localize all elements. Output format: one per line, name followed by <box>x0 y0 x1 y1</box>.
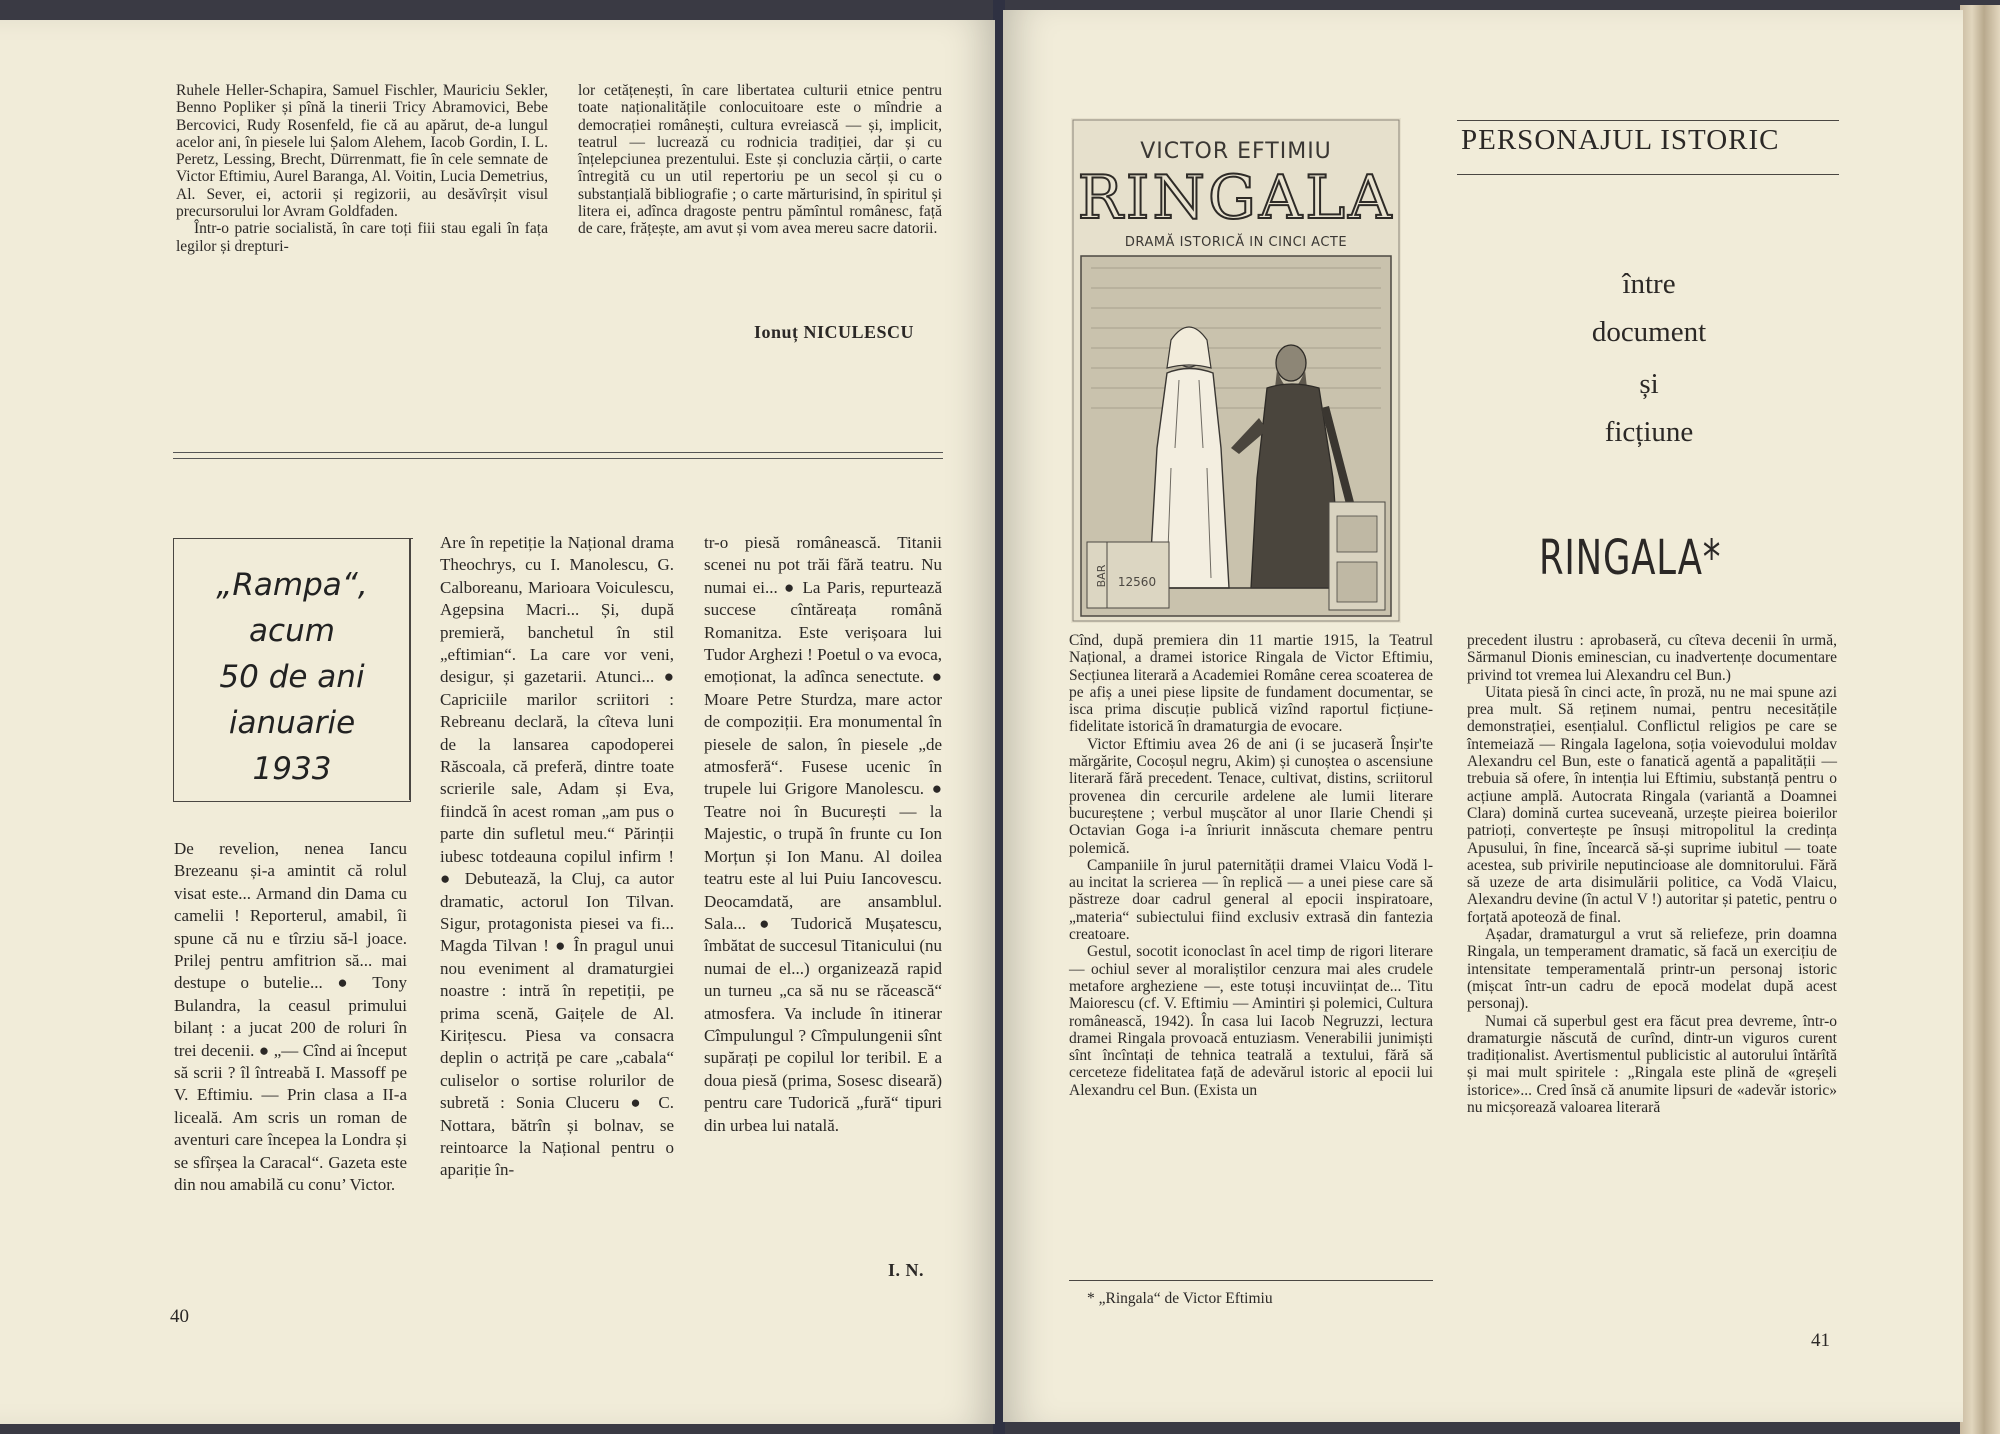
right-col1-para-1: Cînd, după premiera din 11 martie 1915, la Teatrul Național, a dramei istorice Ringala de Victor Eftimiu, Secțiunea literară a Academiei Române cerea scoaterea de pe afiș a unei piese lipsite de fundament documentar, se isca prima discuție publică vizînd raportul ficțiune-fidelitate istorică în dramaturgia de evocare. <box>1069 632 1433 736</box>
left-page <box>0 20 995 1424</box>
right-col1-para-2: Victor Eftimiu avea 26 de ani (i se jucaseră Înșir'te mărgărite, Cocoșul negru, Akim) și cunoștea o ascensiune literară fără precedent. Tenace, cultivat, distins, scriitorul provenea din cercurile ardelene ale lumii literare bucureștene ; verbul mușcător al unor Ilarie Chendi și Octavian Goga i-a înriurit innăscuta chemare pentru polemică. <box>1069 735 1433 857</box>
col-c-text: tr-o piesă românească. Titanii scenei nu pot trăi fără teatru. Nu numai ei... ● La Paris, repurtează succese cîntăreața română Romanitza. Este verișoara lui Tudor Arghezi ! Poetul o va evoca, emoționat, la adînca senectute. ● Moare Petre Sturdza, mare actor de compoziții. Era monumental în piesele de salon, în piesele „de atmosferă“. Fusese ucenic în trupele lui Grigore Manolescu. ● Teatre noi în București — la Majestic, o trupă în frunte cu Ion Morțun și Ion Manu. Al doilea teatru este al lui Puiu Iancovescu. Deocamdată, are ansamblul. Sala... ● Tudorică Mușatescu, îmbătat de succesul Titanicului (nu numai de el...) organizează rapid un turneu „ca să nu se răcească“ atmosfera. Va include în itinerar Cîmpulungul ? Cîmpulungenii sînt supărați pe copilul lor teribil. E a doua piesă (prima, Sosesc diseară) pentru care Tudorică „fură“ tipuri din urbea lui natală. <box>704 533 942 1135</box>
top-col1-para-2: Într-o patrie socialistă, în care toți fiii stau egali în fața legilor și drepturi- <box>176 220 548 255</box>
bottom-signature: I. N. <box>888 1260 925 1280</box>
rampa-line-year: 1933 <box>252 751 332 787</box>
article-title: RINGALA* <box>1539 530 1722 586</box>
col-a-text: De revelion, nenea Iancu Brezeanu și-a amintit că rolul visat este... Armand din Dama cu camelii ! Reporterul, amabil, îi spune că nu e tîrziu să-l joace. Prilej pentru amfitrion să... mai destupe o butelie... ● Tony Bulandra, la ceasul primului bilanț : a jucat 200 de roluri în trei decenii. ● „— Cînd ai început să scrii ? îl întreabă I. Massoff pe V. Eftimiu. — Prin clasa a II-a liceală. Am scris un roman de aventuri care începea la Londra și se sfîrșea la Caracal“. Gazeta este din nou amabilă cu conu’ Victor. <box>174 839 407 1195</box>
subtitle-document: document <box>1591 316 1707 348</box>
page-number-left: 40 <box>170 1306 189 1327</box>
right-col2-para-1: precedent ilustru : aprobaseră, cu cîteva decenii în urmă, Sărmanul Dionis eminescian, cu inadvertențe documentare privind tot vremea lui Alexandru cel Bun.) <box>1467 632 1837 684</box>
subtitle-intre: între <box>1622 268 1676 300</box>
right-col2-para-4: Numai că superbul gest era făcut prea devreme, într-o dramaturgie născută de curînd, dintr-un viguros curent tradiționalist. Avertismentul publicistic al autorului întărîtă și mai mult spiritele : „Ringala este plină de «greșeli istorice»... Cred însă că anumite lipsuri de «adevăr istoric» nu micșorează valoarea literară <box>1467 1012 1837 1117</box>
section-heading: PERSONAJUL ISTORIC <box>1461 124 1780 156</box>
rampa-line-month: ianuarie <box>228 705 356 741</box>
top-column-2 <box>578 82 942 238</box>
right-col1-para-4: Gestul, socotit iconoclast în acel timp de rigori literare — ochiul sever al moraliștilor cenzura mai ales crudele metafore argheziene —, este totuși incuviințat de... Titu Maiorescu (cf. V. Eftimiu — Amintiri și polemici, Cultura românească, 1942). În casa lui Iacob Negruzzi, lectura dramei Ringala provoacă entuziasm. Venerabilii junimiști sînt încîntați de tehnica teatrală a textului, fără să cerceteze fidelitatea față de adevărul istoric al epocii lui Alexandru cel Bun. (Exista un <box>1069 943 1433 1099</box>
column-b <box>440 532 674 1182</box>
page-number-right: 41 <box>1811 1330 1830 1351</box>
right-col1-para-3: Campaniile în jurul paternității dramei Vlaicu Vodă l-au incitat la scrierea — în replică — a unei piese care să păstreze doar cadrul general al epocii inspiratoare, „materia“ subiectului fiind exclusiv extrasă din fantezia creatoare. <box>1069 856 1433 944</box>
subtitle-fictiune: ficțiune <box>1604 416 1694 448</box>
rampa-hrule <box>409 538 413 539</box>
heading-rule-bottom <box>1457 174 1839 175</box>
page-edges <box>1960 5 2000 1434</box>
footnote: * „Ringala“ de Victor Eftimiu <box>1087 1290 1273 1307</box>
top-col1-para-1: Ruhele Heller-Schapira, Samuel Fischler, Mauriciu Sekler, Benno Popliker și pînă la tinerii Tricy Abramovici, Bebe Bercovici, Rudy Rosenfeld, fie că au apărut, de-a lungul acelor ani, în piesele lui Șalom Alehem, Iacob Gordin, I. L. Peretz, Lessing, Brecht, Dürrenmatt, fie în cele semnate de Victor Eftimiu, Aurel Baranga, Al. Voitin, Lucia Demetrius, Al. Sever, ei, actorii și regizorii, au desăvîrșit visul precursorului lor Avram Goldfaden. <box>176 82 548 221</box>
rampa-box <box>173 538 411 802</box>
col-b-text: Are în repetiție la Național drama Theochrys, cu I. Manolescu, G. Calboreanu, Marioara Voiculescu, Agepsina Macri... Și, după premieră, banchetul în stil „eftimian“. La care vor veni, desigur, și gazetarii. Atunci... ● Capriciile marilor scriitori : Rebreanu declară, la cîteva luni de la lansarea capodoperei Răscoala, că preferă, dintre toate scrierile sale, Adam și Eva, fiindcă în acest roman „am pus o parte din sufletul meu.“ Părinții iubesc totdeauna copilul infirm ! ● Debutează, la Cluj, ca autor dramatic, actorul Ion Tilvan. Sigur, protagonista piesei va fi... Magda Tilvan ! ● În pragul unui nou eveniment al dramaturgiei noastre : intră în repetiții, pe prima scenă, Gaițele de Al. Kirițescu. Piesa va consacra deplin o actriță pe care „cabala“ culiselor o sortise rolurilor de subretă : Sonia Cluceru ● C. Nottara, bătrîn și bolnav, se reintoarce la Național pentru o apariție în- <box>440 533 674 1180</box>
top-col2-para: lor cetățenești, în care libertatea culturii etnice pentru toate naționalitățile conlocuitoare este o mîndrie a democrației românești, cultura evreiască — și, implicit, teatrul — lucrează cu rodnicia tradiției, dar și cu înțelepciunea prezentului. Este și concluzia cărții, o carte întregită cu un util repertoriu pe un secol și cu o substanțială bibliografie ; o carte mărturisind, în spiritul și litera ei, adînca dragoste pentru pămîntul românesc, față de care, frățește, am avut și vom avea mereu sacre datorii. <box>578 82 942 238</box>
rampa-line-acum: acum <box>249 613 335 649</box>
rampa-vrule <box>409 538 410 800</box>
right-column-1 <box>1069 632 1433 1099</box>
column-a <box>174 838 407 1197</box>
poster-title: RINGALA <box>1077 163 1395 233</box>
right-column-2 <box>1467 632 1837 1116</box>
right-col2-para-3: Așadar, dramaturgul a vrut să reliefeze, prin doamna Ringala, un temperament dramatic, să facă un exercițiu de intensitate temperamentală printr-un personaj istoric (mișcat într-un cadru de epocă modelat după acest personaj). <box>1467 926 1837 1013</box>
heading-rule-top <box>1457 120 1839 121</box>
top-column-1 <box>176 82 548 255</box>
section-divider <box>173 452 943 459</box>
column-c <box>704 532 942 1137</box>
poster-author: VICTOR EFTIMIU <box>1140 139 1332 164</box>
poster-subtitle: DRAMĂ ISTORICĂ IN CINCI ACTE <box>1124 235 1348 250</box>
ringala-poster-image <box>1071 118 1401 623</box>
rampa-line-years: 50 de ani <box>219 659 365 695</box>
subtitle-si: și <box>1639 368 1659 400</box>
right-col2-para-2: Uitata piesă în cinci acte, în proză, nu ne mai spune azi prea mult. Să reținem numai, pentru necesitățile demonstrației, esențialul. Conflictul religios pe care se întemeiază — Ringala Iagelona, soția voievodului moldav Alexandru cel Bun, este o fanatică agentă a papalității — trebuia să ofere, în intenția lui Eftimiu, substanță pentru o acțiune amplă. Autocrata Ringala (variantă a Doamnei Clara) domină curtea suceveană, urzește pieirea boierilor patrioți, convertește pe însuși mitropolitul la credința Apusului, în fine, încearcă să-și suprime iubitul — toate acestea, sub privirile neputincioase ale domnitorului. Fără să uzeze de arta disimulării politice, ca Vodă Vlaicu, Alexandru devine (în actul V !) autoritar și patetic, pentru o forțată apoteoză de final. <box>1467 683 1837 926</box>
poster-stamp-left: BAR <box>1095 564 1108 588</box>
footnote-rule <box>1069 1280 1433 1281</box>
rampa-title: „Rampa“, <box>216 567 368 603</box>
top-signature: Ionuț NICULESCU <box>754 322 915 342</box>
poster-stamp-number: 12560 <box>1117 575 1157 589</box>
